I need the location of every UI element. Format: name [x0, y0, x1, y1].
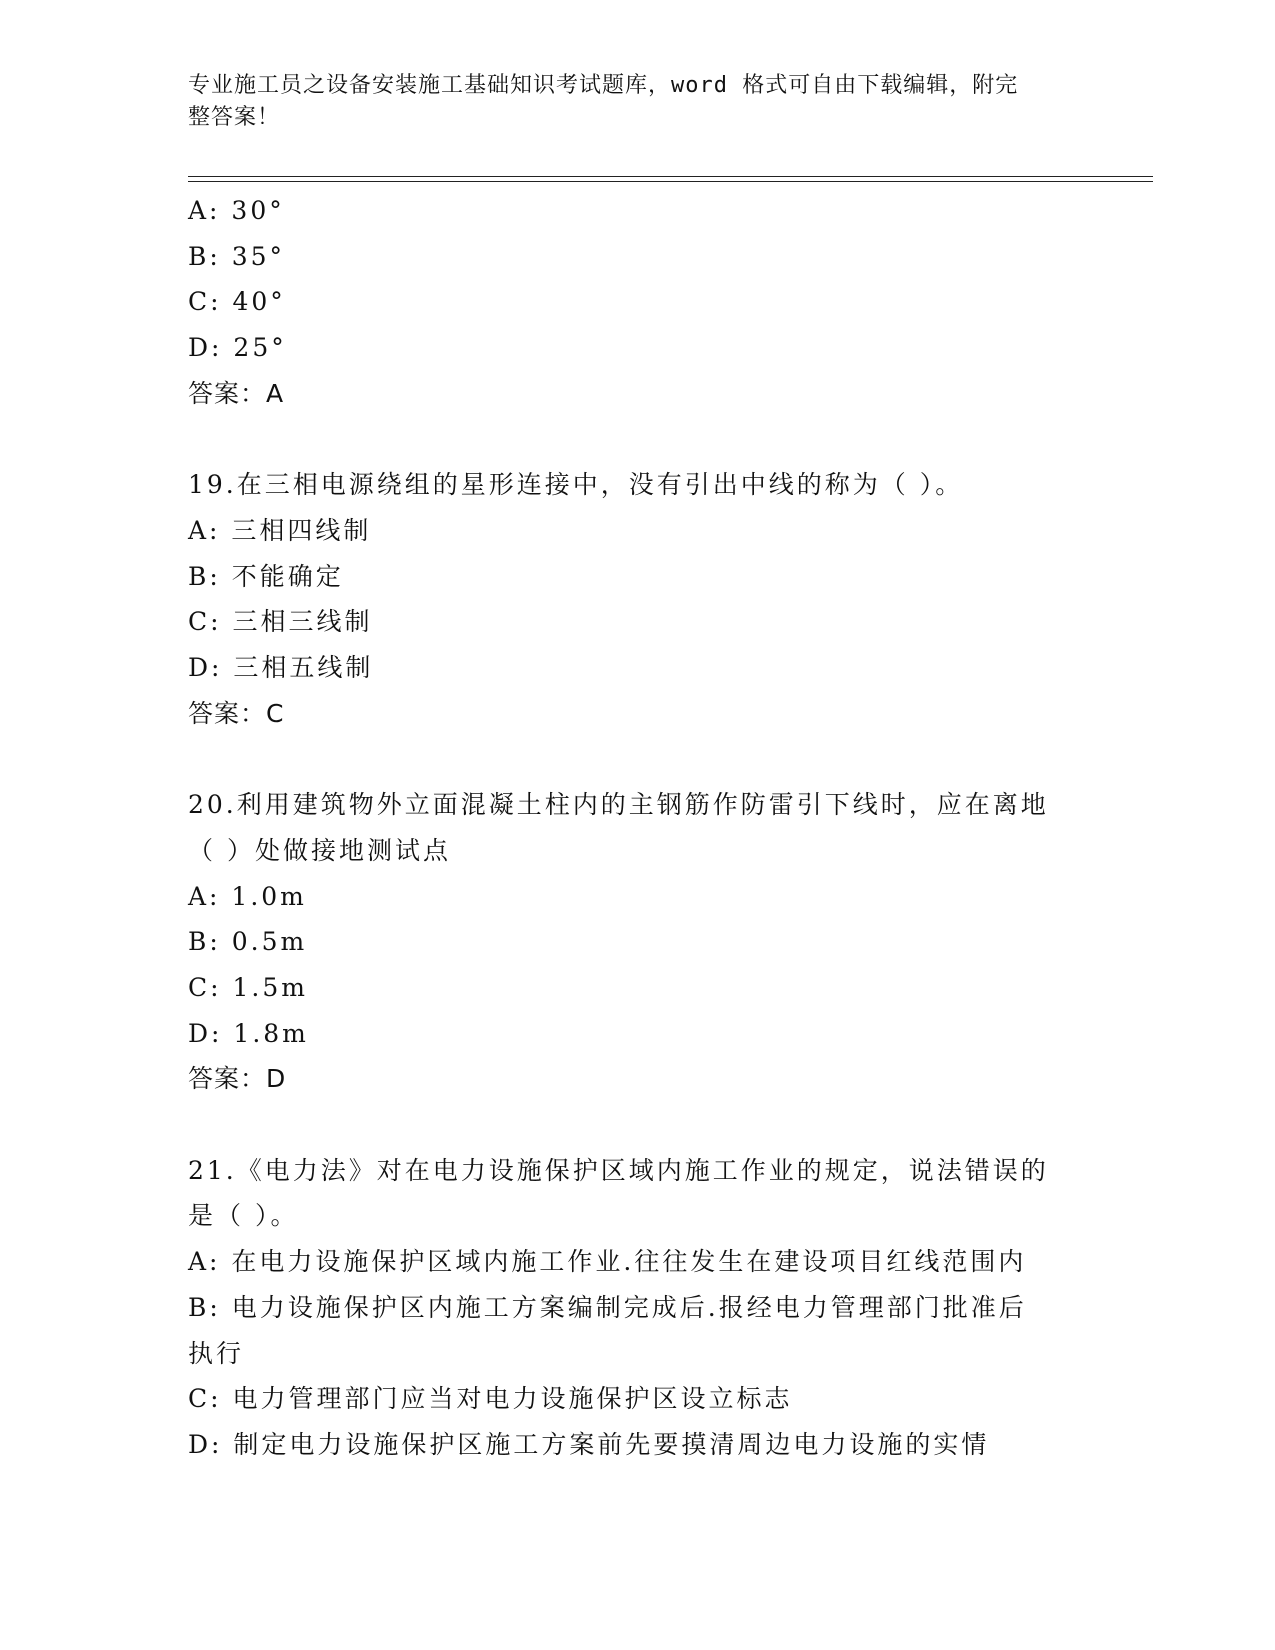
question-spacer	[188, 736, 1088, 782]
option-b: B: 35°	[188, 241, 286, 271]
answer-line: 答案：D	[188, 1064, 287, 1094]
question-stem-line-2: （ ）处做接地测试点	[188, 835, 451, 865]
option-c: C: 1.5m	[188, 972, 308, 1002]
option-c: C: 三相三线制	[188, 607, 373, 637]
answer-line: 答案：C	[188, 698, 285, 728]
question-list	[188, 188, 1088, 1468]
question-20	[188, 782, 1088, 1102]
header-divider-bottom	[188, 181, 1153, 182]
option-d: D: 三相五线制	[188, 653, 374, 683]
header-line-2: 整答案！	[188, 105, 281, 130]
question-spacer	[188, 1102, 1088, 1148]
question-18	[188, 188, 1088, 417]
option-b: B: 不能确定	[188, 561, 344, 591]
option-d: D: 制定电力设施保护区施工方案前先要摸清周边电力设施的实情	[188, 1429, 990, 1459]
question-stem: 19.在三相电源绕组的星形连接中，没有引出中线的称为（ ）。	[188, 470, 964, 500]
question-stem-line-1: 20.利用建筑物外立面混凝土柱内的主钢筋作防雷引下线时，应在离地	[188, 790, 1049, 820]
document-header	[188, 70, 1088, 134]
question-19	[188, 462, 1088, 736]
answer-line: 答案：A	[188, 378, 285, 408]
option-c: C: 40°	[188, 287, 286, 317]
option-d: D: 25°	[188, 333, 287, 363]
question-stem-line-2: 是（ ）。	[188, 1201, 299, 1231]
option-b: B: 0.5m	[188, 927, 308, 957]
option-a: A: 三相四线制	[188, 515, 372, 545]
option-c: C: 电力管理部门应当对电力设施保护区设立标志	[188, 1384, 793, 1414]
question-spacer	[188, 417, 1088, 463]
header-divider-top	[188, 176, 1153, 177]
question-stem-line-1: 21.《电力法》对在电力设施保护区域内施工作业的规定，说法错误的	[188, 1155, 1049, 1185]
option-a: A: 30°	[188, 196, 285, 225]
header-line-1: 专业施工员之设备安装施工基础知识考试题库，word 格式可自由下载编辑，附完	[188, 73, 1019, 98]
question-21	[188, 1148, 1088, 1468]
option-d: D: 1.8m	[188, 1018, 309, 1048]
option-a: A: 1.0m	[188, 881, 307, 911]
option-b-continuation: 执行	[188, 1338, 245, 1368]
option-a: A: 在电力设施保护区域内施工作业.往往发生在建设项目红线范围内	[188, 1247, 1027, 1277]
option-b: B: 电力设施保护区内施工方案编制完成后.报经电力管理部门批准后	[188, 1292, 1027, 1322]
